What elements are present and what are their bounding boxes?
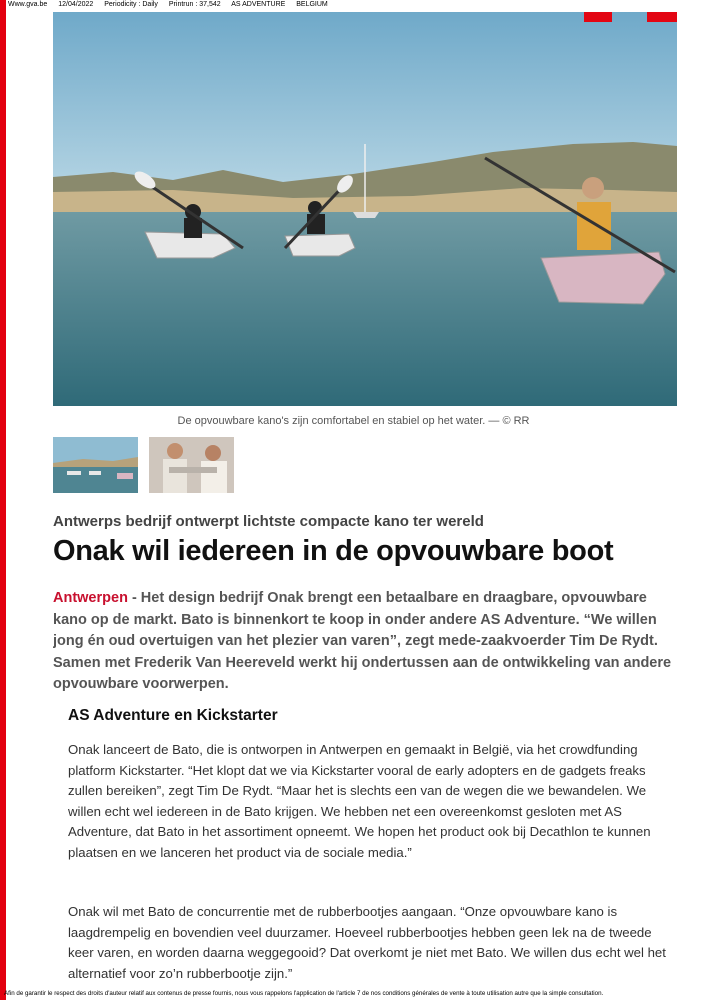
thumbnail-image (149, 437, 234, 493)
article-paragraph-1: Onak lanceert de Bato, die is ontworpen in Antwerpen en gemaakt in België, via het crowdfunding platform Kickstarter. “Het klopt dat we via Kickstarter vooral de early adopters en de gadgets freaks zullen bereiken”, zegt Tim De Rydt. “Maar het is slechts een van de wegen die we bewandelen. We willen echt wel iedereen in de Bato krijgen. We hebben net een overeenkomst gesloten met AS Adventure, dat Bato in het assortiment opneemt. We hopen het product ook bij Decathlon te kunnen plaatsen en we lanceren het product via de sociale media.” (68, 742, 651, 860)
thumbnail-founders[interactable] (149, 437, 234, 493)
clipping-header (8, 1, 337, 8)
article-kicker: Antwerps bedrijf ontwerpt lichtste compacte kano ter wereld (53, 513, 484, 530)
left-red-bar (0, 0, 6, 1000)
copyright-disclaimer: Afin de garantir le respect des droits d'auteur relatif aux contenus de presse fournis, nous vous rappelons l'application de l'article 7 de nos conditions générales de vente à toute utilisation autre que la simple consultation. (4, 990, 604, 997)
article-paragraph-2: Onak wil met Bato de concurrentie met de rubberbootjes aangaan. “Onze opvouwbare kano is laagdrempelig en bovendien veel duurzamer. Hoeveel rubberbootjes hebben geen lek na de tweede keer varen, en worden daarna weggegooid? Dat overkomt je niet met Bato. We willen dus echt wel het alternatief voor zo’n rubberbootje zijn.” (68, 904, 666, 981)
thumbnail-image (53, 437, 138, 493)
lead-text: - Het design bedrijf Onak brengt een betaalbare en draagbare, opvouwbare kano op de markt. Bato is binnenkort te koop in onder andere AS Adventure. “We willen jong én oud overtuigen van het plezier van varen”, zegt mede-zaakvoerder Tim De Rydt. Samen met Frederik Van Heereveld werkt hij ondertussen aan de ontwikkeling van andere opvouwbare voorwerpen. (53, 590, 672, 692)
kayak-lake-photo (53, 12, 677, 406)
printrun: Printrun : 37,542 (168, 1, 221, 8)
country: BELGIUM (296, 1, 328, 8)
thumbnail-kayaks[interactable] (53, 437, 138, 493)
article-title: Onak wil iedereen in de opvouwbare boot (53, 535, 614, 567)
lead-place: Antwerpen (53, 590, 128, 606)
source-site: Www.gva.be (8, 1, 48, 8)
red-tab-right (647, 12, 677, 22)
article-lead (53, 588, 673, 694)
periodicity: Periodicity : Daily (104, 1, 158, 8)
clip-date: 12/04/2022 (58, 1, 94, 8)
article-subhead: AS Adventure en Kickstarter (68, 707, 278, 724)
photo-caption: De opvouwbare kano's zijn comfortabel en stabiel op het water. — © RR (177, 415, 530, 427)
subject: AS ADVENTURE (231, 1, 286, 8)
main-photo (53, 12, 677, 406)
red-tab-left (584, 12, 612, 22)
